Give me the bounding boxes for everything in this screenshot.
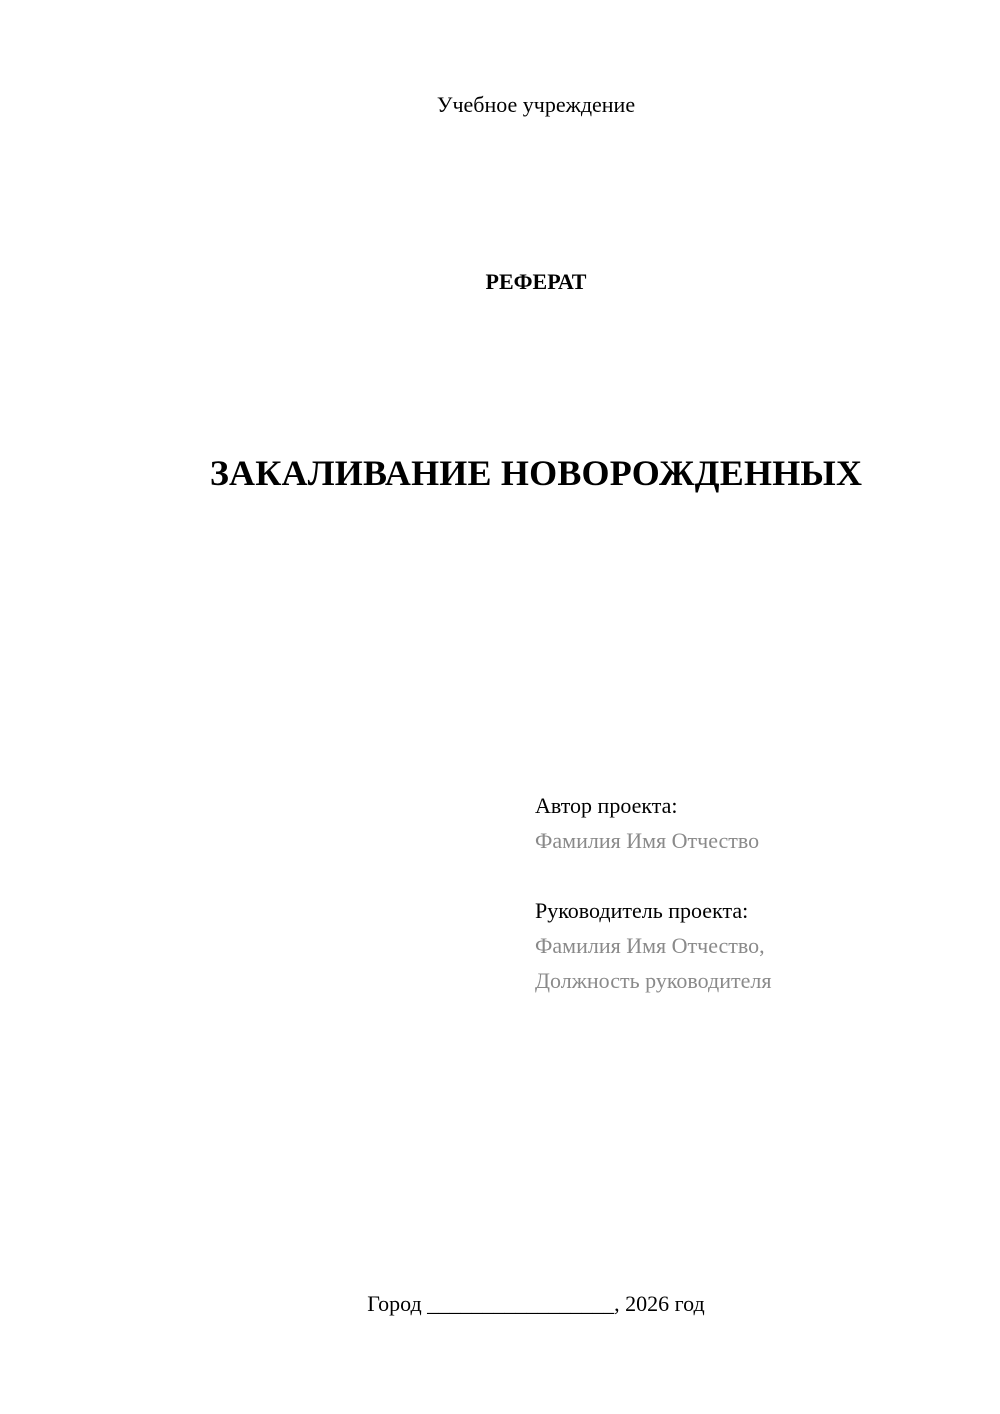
authors-spacer bbox=[535, 858, 975, 893]
city-year-line: Город _________________, 2026 год bbox=[367, 1291, 705, 1316]
supervisor-label: Руководитель проекта: bbox=[535, 898, 749, 923]
supervisor-position-placeholder: Должность руководителя bbox=[535, 968, 772, 993]
document-title: ЗАКАЛИВАНИЕ НОВОРОЖДЕННЫХ bbox=[209, 453, 863, 493]
author-label: Автор проекта: bbox=[535, 793, 678, 818]
author-name-placeholder: Фамилия Имя Отчество bbox=[535, 828, 760, 853]
supervisor-name-placeholder: Фамилия Имя Отчество, bbox=[535, 933, 765, 958]
institution-name: Учебное учреждение bbox=[436, 92, 636, 117]
authors-block bbox=[535, 788, 975, 998]
document-type: РЕФЕРАТ bbox=[485, 269, 587, 294]
